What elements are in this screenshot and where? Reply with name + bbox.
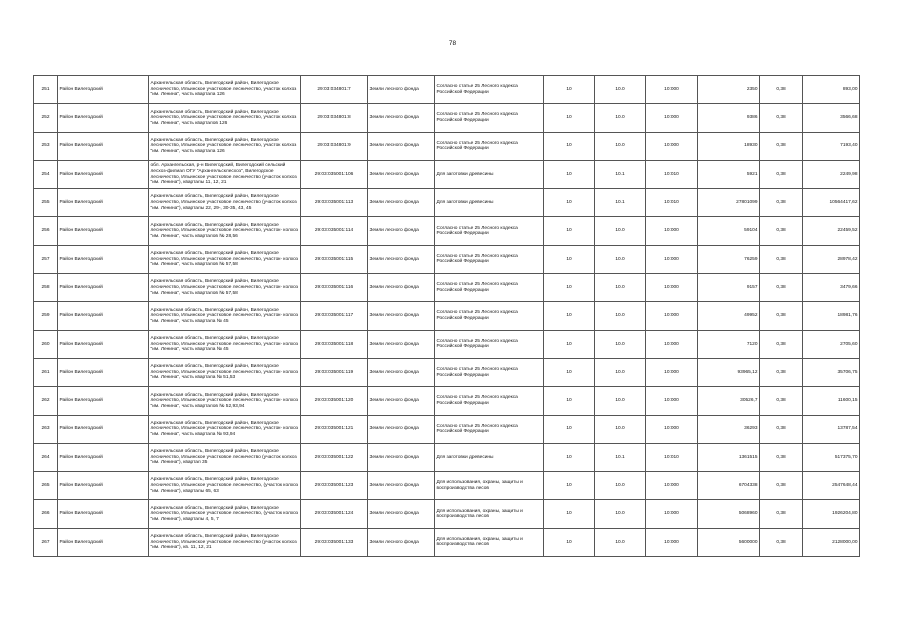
code-cell: 10 bbox=[544, 330, 595, 358]
table-row bbox=[34, 358, 860, 386]
subcode-cell: 10.0 bbox=[595, 76, 646, 104]
permitted-use-cell: Для использования, охраны, защиты и воспроизводства лесов bbox=[435, 500, 544, 528]
use-code-cell: 10:000 bbox=[646, 76, 698, 104]
code-cell: 10 bbox=[544, 443, 595, 471]
subcode-cell: 10.0 bbox=[595, 245, 646, 273]
address-cell: Архангельская область, Вилегодский район, Вилегодское лесничество, Ильинское участковое лесничество, участок- колхоз "им. Ленина", часть кварталов № 28,56 bbox=[149, 217, 301, 245]
land-category-cell: Земли лесного фонда bbox=[368, 387, 435, 415]
area-cell: 6704338 bbox=[698, 472, 760, 500]
row-number: 261 bbox=[34, 358, 58, 386]
table-row bbox=[34, 528, 860, 556]
cadastral-number-cell: 29:03:035001:117 bbox=[301, 302, 368, 330]
cadastral-number-cell: 29:03:034801:7 bbox=[301, 76, 368, 104]
value-cell: 22459,52 bbox=[803, 217, 860, 245]
row-number: 255 bbox=[34, 189, 58, 217]
land-category-cell: Земли лесного фонда bbox=[368, 189, 435, 217]
rate-cell: 0,38 bbox=[760, 415, 803, 443]
value-cell: 28978,42 bbox=[803, 245, 860, 273]
subcode-cell: 10.0 bbox=[595, 415, 646, 443]
subcode-cell: 10.0 bbox=[595, 472, 646, 500]
table-row bbox=[34, 443, 860, 471]
code-cell: 10 bbox=[544, 189, 595, 217]
area-cell: 49952 bbox=[698, 302, 760, 330]
address-cell: Архангельская область, Вилегодский район, Вилегодское лесничество, Ильинское участковое лесничество (участок колхоз "им. Ленина"), кварталы 22, 29-, 30-35, 43, 45 bbox=[149, 189, 301, 217]
rate-cell: 0,38 bbox=[760, 500, 803, 528]
code-cell: 10 bbox=[544, 160, 595, 188]
table-row bbox=[34, 330, 860, 358]
district-cell: Район Вилегодский bbox=[58, 528, 149, 556]
cadastral-number-cell: 29:03:035001:122 bbox=[301, 443, 368, 471]
area-cell: 9386 bbox=[698, 104, 760, 132]
use-code-cell: 10:000 bbox=[646, 274, 698, 302]
cadastral-number-cell: 29:03:034801:9 bbox=[301, 132, 368, 160]
table-row bbox=[34, 500, 860, 528]
land-category-cell: Земли лесного фонда bbox=[368, 330, 435, 358]
code-cell: 10 bbox=[544, 76, 595, 104]
cadastral-number-cell: 29:03:035001:116 bbox=[301, 274, 368, 302]
address-cell: обл. Архангельская, р-н Вилегодский, Вилегодский сельский лесхоз-филиал ОГУ "Архангельсклесхоз", Вилегодское лесничество, Ильинское участковое лесничество (участок колхоз "им. Ленина"), кварталы 11, 12, 21 bbox=[149, 160, 301, 188]
cadastral-number-cell: 29:03:035001:123 bbox=[301, 472, 368, 500]
area-cell: 59104 bbox=[698, 217, 760, 245]
table-row bbox=[34, 245, 860, 273]
code-cell: 10 bbox=[544, 217, 595, 245]
district-cell: Район Вилегодский bbox=[58, 500, 149, 528]
cadastral-number-cell: 29:03:035001:124 bbox=[301, 500, 368, 528]
land-plots-table bbox=[33, 75, 860, 557]
value-cell: 10564417,62 bbox=[803, 189, 860, 217]
address-cell: Архангельская область, Вилегодский район, Вилегодское лесничество, Ильинское участковое лесничество, участок- колхоз "им. Ленина", часть квартала № 45 bbox=[149, 330, 301, 358]
land-category-cell: Земли лесного фонда bbox=[368, 443, 435, 471]
use-code-cell: 10:000 bbox=[646, 528, 698, 556]
area-cell: 1361515 bbox=[698, 443, 760, 471]
area-cell: 7120 bbox=[698, 330, 760, 358]
code-cell: 10 bbox=[544, 132, 595, 160]
value-cell: 2128000,00 bbox=[803, 528, 860, 556]
table-row bbox=[34, 104, 860, 132]
value-cell: 2249,98 bbox=[803, 160, 860, 188]
address-cell: Архангельская область, Вилегодский район, Вилегодское лесничество, Ильинское участковое лесничество (участок колхоз "им. Ленина"), квартал 35 bbox=[149, 443, 301, 471]
cadastral-number-cell: 29:03:034801:8 bbox=[301, 104, 368, 132]
cadastral-number-cell: 29:03:035001:113 bbox=[301, 189, 368, 217]
subcode-cell: 10.0 bbox=[595, 104, 646, 132]
district-cell: Район Вилегодский bbox=[58, 387, 149, 415]
value-cell: 3479,66 bbox=[803, 274, 860, 302]
permitted-use-cell: Для использования, охраны, защиты и воспроизводства лесов bbox=[435, 528, 544, 556]
area-cell: 2350 bbox=[698, 76, 760, 104]
use-code-cell: 10:000 bbox=[646, 358, 698, 386]
value-cell: 893,00 bbox=[803, 76, 860, 104]
rate-cell: 0,38 bbox=[760, 245, 803, 273]
permitted-use-cell: Согласно статье 25 Лесного кодекса Российской Федерации bbox=[435, 104, 544, 132]
row-number: 263 bbox=[34, 415, 58, 443]
permitted-use-cell: Согласно статье 25 Лесного кодекса Российской Федерации bbox=[435, 415, 544, 443]
area-cell: 93965,12 bbox=[698, 358, 760, 386]
area-cell: 18930 bbox=[698, 132, 760, 160]
value-cell: 7193,40 bbox=[803, 132, 860, 160]
land-category-cell: Земли лесного фонда bbox=[368, 358, 435, 386]
district-cell: Район Вилегодский bbox=[58, 189, 149, 217]
cadastral-number-cell: 29:03:035001:114 bbox=[301, 217, 368, 245]
use-code-cell: 10:000 bbox=[646, 387, 698, 415]
address-cell: Архангельская область, Вилегодский район, Вилегодское лесничество, Ильинское участковое лесничество, (участок колхоз "им. Ленина"), кварталы 4, 5, 7 bbox=[149, 500, 301, 528]
table-row bbox=[34, 189, 860, 217]
permitted-use-cell: Согласно статье 25 Лесного кодекса Российской Федерации bbox=[435, 76, 544, 104]
permitted-use-cell: Согласно статье 25 Лесного кодекса Российской Федерации bbox=[435, 132, 544, 160]
subcode-cell: 10.0 bbox=[595, 358, 646, 386]
land-category-cell: Земли лесного фонда bbox=[368, 104, 435, 132]
cadastral-number-cell: 29:03:035001:133 bbox=[301, 528, 368, 556]
area-cell: 30526,7 bbox=[698, 387, 760, 415]
code-cell: 10 bbox=[544, 500, 595, 528]
district-cell: Район Вилегодский bbox=[58, 160, 149, 188]
cadastral-number-cell: 29:03:035001:106 bbox=[301, 160, 368, 188]
address-cell: Архангельская область, Вилегодский район, Вилегодское лесничество, Ильинское участковое лесничество, участок колхоз "им. Ленина", часть квартала 126 bbox=[149, 76, 301, 104]
land-category-cell: Земли лесного фонда bbox=[368, 500, 435, 528]
permitted-use-cell: Согласно статье 25 Лесного кодекса Российской Федерации bbox=[435, 217, 544, 245]
subcode-cell: 10.0 bbox=[595, 387, 646, 415]
rate-cell: 0,38 bbox=[760, 160, 803, 188]
table-row bbox=[34, 415, 860, 443]
permitted-use-cell: Согласно статье 25 Лесного кодекса Российской Федерации bbox=[435, 358, 544, 386]
rate-cell: 0,38 bbox=[760, 274, 803, 302]
use-code-cell: 10:000 bbox=[646, 500, 698, 528]
row-number: 253 bbox=[34, 132, 58, 160]
address-cell: Архангельская область, Вилегодский район, Вилегодское лесничество, Ильинское участковое лесничество, (участок колхоз "им. Ленина"), кварталы 65, 63 bbox=[149, 472, 301, 500]
area-cell: 9157 bbox=[698, 274, 760, 302]
use-code-cell: 10:000 bbox=[646, 415, 698, 443]
area-cell: 5068960 bbox=[698, 500, 760, 528]
subcode-cell: 10.0 bbox=[595, 500, 646, 528]
row-number: 266 bbox=[34, 500, 58, 528]
table-row bbox=[34, 472, 860, 500]
use-code-cell: 10:010 bbox=[646, 189, 698, 217]
subcode-cell: 10.1 bbox=[595, 443, 646, 471]
value-cell: 1926204,80 bbox=[803, 500, 860, 528]
cadastral-number-cell: 29:03:035001:115 bbox=[301, 245, 368, 273]
cadastral-number-cell: 29:03:035001:121 bbox=[301, 415, 368, 443]
code-cell: 10 bbox=[544, 472, 595, 500]
district-cell: Район Вилегодский bbox=[58, 217, 149, 245]
row-number: 256 bbox=[34, 217, 58, 245]
value-cell: 11600,15 bbox=[803, 387, 860, 415]
permitted-use-cell: Для заготовки древесины bbox=[435, 443, 544, 471]
address-cell: Архангельская область, Вилегодский район, Вилегодское лесничество, Ильинское участковое лесничество, участок- колхоз "им. Ленина", часть квартала № 51,53 bbox=[149, 358, 301, 386]
area-cell: 76259 bbox=[698, 245, 760, 273]
row-number: 262 bbox=[34, 387, 58, 415]
address-cell: Архангельская область, Вилегодский район, Вилегодское лесничество, Ильинское участковое лесничество, участок- колхоз "им. Ленина", часть квартала № 93,94 bbox=[149, 415, 301, 443]
permitted-use-cell: Согласно статье 25 Лесного кодекса Российской Федерации bbox=[435, 274, 544, 302]
row-number: 259 bbox=[34, 302, 58, 330]
use-code-cell: 10:000 bbox=[646, 132, 698, 160]
permitted-use-cell: Согласно статье 25 Лесного кодекса Российской Федерации bbox=[435, 387, 544, 415]
value-cell: 3566,68 bbox=[803, 104, 860, 132]
use-code-cell: 10:010 bbox=[646, 160, 698, 188]
subcode-cell: 10.0 bbox=[595, 274, 646, 302]
address-cell: Архангельская область, Вилегодский район, Вилегодское лесничество, Ильинское участковое лесничество, участок- колхоз "им. Ленина", часть квартала № 45 bbox=[149, 302, 301, 330]
subcode-cell: 10.0 bbox=[595, 132, 646, 160]
use-code-cell: 10:000 bbox=[646, 330, 698, 358]
rate-cell: 0,38 bbox=[760, 358, 803, 386]
row-number: 251 bbox=[34, 76, 58, 104]
row-number: 258 bbox=[34, 274, 58, 302]
land-category-cell: Земли лесного фонда bbox=[368, 76, 435, 104]
rate-cell: 0,38 bbox=[760, 472, 803, 500]
rate-cell: 0,38 bbox=[760, 302, 803, 330]
row-number: 267 bbox=[34, 528, 58, 556]
permitted-use-cell: Согласно статье 25 Лесного кодекса Российской Федерации bbox=[435, 302, 544, 330]
value-cell: 35706,75 bbox=[803, 358, 860, 386]
address-cell: Архангельская область, Вилегодский район, Вилегодское лесничество, Ильинское участковое лесничество, участок- колхоз "им. Ленина", часть кварталов № 57,58 bbox=[149, 274, 301, 302]
row-number: 252 bbox=[34, 104, 58, 132]
use-code-cell: 10:010 bbox=[646, 443, 698, 471]
code-cell: 10 bbox=[544, 302, 595, 330]
rate-cell: 0,38 bbox=[760, 104, 803, 132]
use-code-cell: 10:000 bbox=[646, 104, 698, 132]
address-cell: Архангельская область, Вилегодский район, Вилегодское лесничество, Ильинское участковое лесничество, участок колхоз "им. Ленина", часть кварталов 126 bbox=[149, 104, 301, 132]
rate-cell: 0,38 bbox=[760, 76, 803, 104]
permitted-use-cell: Согласно статье 25 Лесного кодекса Российской Федерации bbox=[435, 330, 544, 358]
district-cell: Район Вилегодский bbox=[58, 274, 149, 302]
land-category-cell: Земли лесного фонда bbox=[368, 160, 435, 188]
district-cell: Район Вилегодский bbox=[58, 245, 149, 273]
address-cell: Архангельская область, Вилегодский район, Вилегодское лесничество, Ильинское участковое лесничество, участок- колхоз "им. Ленина", часть кварталов № 57,58 bbox=[149, 245, 301, 273]
subcode-cell: 10.0 bbox=[595, 528, 646, 556]
district-cell: Район Вилегодский bbox=[58, 76, 149, 104]
permitted-use-cell: Для использования, охраны, защиты и воспроизводства лесов bbox=[435, 472, 544, 500]
subcode-cell: 10.1 bbox=[595, 160, 646, 188]
value-cell: 13787,54 bbox=[803, 415, 860, 443]
address-cell: Архангельская область, Вилегодский район, Вилегодское лесничество, Ильинское участковое лесничество (участок колхоз "им. Ленина"), кв. 11, 12, 21 bbox=[149, 528, 301, 556]
code-cell: 10 bbox=[544, 274, 595, 302]
table-row bbox=[34, 217, 860, 245]
district-cell: Район Вилегодский bbox=[58, 443, 149, 471]
rate-cell: 0,38 bbox=[760, 132, 803, 160]
district-cell: Район Вилегодский bbox=[58, 330, 149, 358]
row-number: 257 bbox=[34, 245, 58, 273]
value-cell: 2705,60 bbox=[803, 330, 860, 358]
rate-cell: 0,38 bbox=[760, 330, 803, 358]
table-row bbox=[34, 387, 860, 415]
code-cell: 10 bbox=[544, 387, 595, 415]
land-category-cell: Земли лесного фонда bbox=[368, 415, 435, 443]
value-cell: 2547648,44 bbox=[803, 472, 860, 500]
row-number: 265 bbox=[34, 472, 58, 500]
subcode-cell: 10.0 bbox=[595, 330, 646, 358]
address-cell: Архангельская область, Вилегодский район, Вилегодское лесничество, Ильинское участковое лесничество, участок- колхоз "им. Ленина", часть кварталов № 52,93,94 bbox=[149, 387, 301, 415]
subcode-cell: 10.1 bbox=[595, 189, 646, 217]
code-cell: 10 bbox=[544, 528, 595, 556]
district-cell: Район Вилегодский bbox=[58, 358, 149, 386]
cadastral-number-cell: 29:03:035001:120 bbox=[301, 387, 368, 415]
code-cell: 10 bbox=[544, 415, 595, 443]
value-cell: 517375,70 bbox=[803, 443, 860, 471]
district-cell: Район Вилегодский bbox=[58, 415, 149, 443]
permitted-use-cell: Для заготовки древесины bbox=[435, 189, 544, 217]
cadastral-number-cell: 29:03:035001:119 bbox=[301, 358, 368, 386]
rate-cell: 0,38 bbox=[760, 189, 803, 217]
cadastral-number-cell: 29:03:035001:118 bbox=[301, 330, 368, 358]
land-category-cell: Земли лесного фонда bbox=[368, 302, 435, 330]
permitted-use-cell: Согласно статье 25 Лесного кодекса Российской Федерации bbox=[435, 245, 544, 273]
row-number: 264 bbox=[34, 443, 58, 471]
rate-cell: 0,38 bbox=[760, 217, 803, 245]
subcode-cell: 10.0 bbox=[595, 302, 646, 330]
land-category-cell: Земли лесного фонда bbox=[368, 217, 435, 245]
land-category-cell: Земли лесного фонда bbox=[368, 245, 435, 273]
use-code-cell: 10:000 bbox=[646, 302, 698, 330]
district-cell: Район Вилегодский bbox=[58, 472, 149, 500]
area-cell: 5600000 bbox=[698, 528, 760, 556]
subcode-cell: 10.0 bbox=[595, 217, 646, 245]
rate-cell: 0,38 bbox=[760, 443, 803, 471]
code-cell: 10 bbox=[544, 358, 595, 386]
use-code-cell: 10:000 bbox=[646, 217, 698, 245]
use-code-cell: 10:000 bbox=[646, 472, 698, 500]
district-cell: Район Вилегодский bbox=[58, 132, 149, 160]
row-number: 260 bbox=[34, 330, 58, 358]
rate-cell: 0,38 bbox=[760, 528, 803, 556]
permitted-use-cell: Для заготовки древесины bbox=[435, 160, 544, 188]
code-cell: 10 bbox=[544, 104, 595, 132]
land-category-cell: Земли лесного фонда bbox=[368, 528, 435, 556]
land-category-cell: Земли лесного фонда bbox=[368, 472, 435, 500]
land-category-cell: Земли лесного фонда bbox=[368, 132, 435, 160]
district-cell: Район Вилегодский bbox=[58, 302, 149, 330]
area-cell: 36293 bbox=[698, 415, 760, 443]
table-row bbox=[34, 160, 860, 188]
table-row bbox=[34, 302, 860, 330]
table-row bbox=[34, 132, 860, 160]
value-cell: 18981,76 bbox=[803, 302, 860, 330]
table-row bbox=[34, 76, 860, 104]
code-cell: 10 bbox=[544, 245, 595, 273]
area-cell: 27801099 bbox=[698, 189, 760, 217]
address-cell: Архангельская область, Вилегодский район, Вилегодское лесничество, Ильинское участковое лесничество, участок колхоз "им. Ленина", часть квартала 126 bbox=[149, 132, 301, 160]
land-category-cell: Земли лесного фонда bbox=[368, 274, 435, 302]
page-number: 78 bbox=[448, 40, 457, 47]
table-row bbox=[34, 274, 860, 302]
row-number: 254 bbox=[34, 160, 58, 188]
use-code-cell: 10:000 bbox=[646, 245, 698, 273]
district-cell: Район Вилегодский bbox=[58, 104, 149, 132]
rate-cell: 0,38 bbox=[760, 387, 803, 415]
area-cell: 5921 bbox=[698, 160, 760, 188]
